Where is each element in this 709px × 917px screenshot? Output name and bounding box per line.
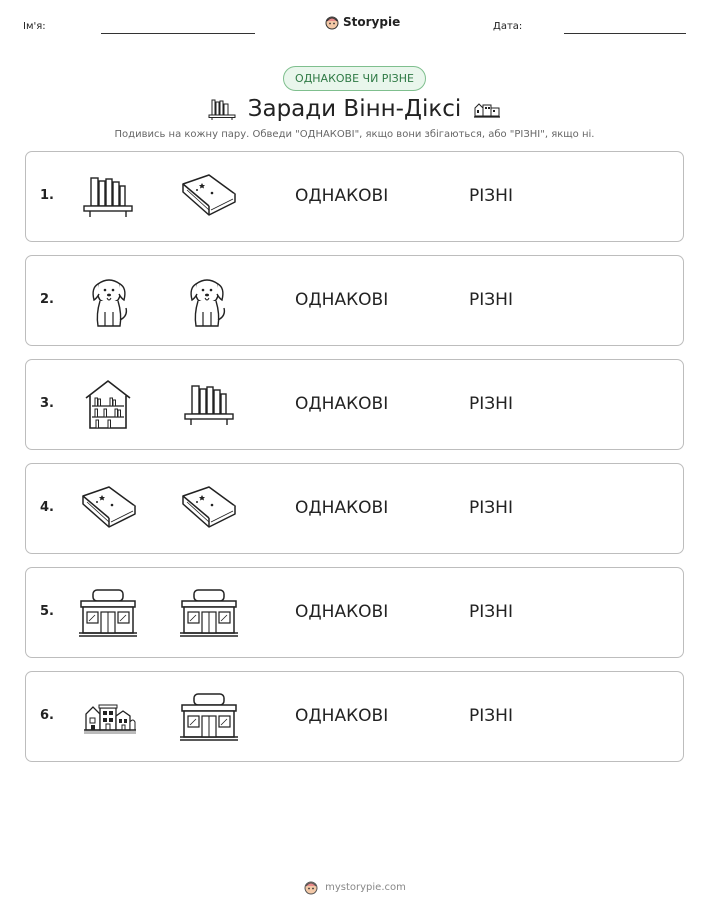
date-line[interactable] [564, 33, 686, 34]
option-different[interactable]: РІЗНІ [469, 290, 513, 310]
question-number: 5. [40, 604, 54, 619]
brand-logo [324, 14, 400, 30]
store-icon [180, 692, 238, 742]
option-same[interactable]: ОДНАКОВІ [295, 394, 389, 414]
option-different[interactable]: РІЗНІ [469, 186, 513, 206]
footer-url[interactable]: mystorypie.com [325, 881, 406, 893]
question-row-6 [25, 671, 684, 762]
town-icon [84, 700, 136, 736]
option-same[interactable]: ОДНАКОВІ [295, 498, 389, 518]
pie-mascot-icon [324, 14, 340, 30]
page-title: Заради Вінн-Діксі [247, 96, 462, 122]
question-number: 1. [40, 188, 54, 203]
question-number: 3. [40, 396, 54, 411]
dog-icon [88, 274, 130, 330]
question-row-1 [25, 151, 684, 242]
pie-mascot-icon [303, 879, 319, 895]
option-different[interactable]: РІЗНІ [469, 706, 513, 726]
question-row-5 [25, 567, 684, 658]
question-row-2 [25, 255, 684, 346]
question-number: 2. [40, 292, 54, 307]
option-different[interactable]: РІЗНІ [469, 602, 513, 622]
option-different[interactable]: РІЗНІ [469, 394, 513, 414]
option-different[interactable]: РІЗНІ [469, 498, 513, 518]
title-row [0, 93, 709, 125]
option-same[interactable]: ОДНАКОВІ [295, 186, 389, 206]
activity-badge: ОДНАКОВЕ ЧИ РІЗНЕ [283, 66, 426, 91]
bookshelf-icon [208, 97, 236, 121]
option-same[interactable]: ОДНАКОВІ [295, 290, 389, 310]
option-same[interactable]: ОДНАКОВІ [295, 602, 389, 622]
bookshelf-icon [83, 174, 133, 218]
book-icon [79, 484, 139, 530]
store-icon [180, 588, 238, 638]
bookshelf-icon [184, 382, 234, 426]
date-label: Дата: [493, 21, 523, 32]
name-line[interactable] [101, 33, 255, 34]
book-icon [179, 484, 239, 530]
question-number: 4. [40, 500, 54, 515]
name-label: Ім'я: [23, 21, 46, 32]
option-same[interactable]: ОДНАКОВІ [295, 706, 389, 726]
dog-icon [186, 274, 228, 330]
store-icon [79, 588, 137, 638]
town-icon [473, 99, 501, 119]
instructions: Подивись на кожну пару. Обведи "ОДНАКОВІ", якщо вони збігаються, або "РІЗНІ", якщо ні. [114, 129, 595, 140]
question-number: 6. [40, 708, 54, 723]
brand-name: Storypie [343, 15, 401, 29]
question-row-3 [25, 359, 684, 450]
footer [0, 879, 709, 895]
library-icon [84, 378, 132, 432]
question-row-4 [25, 463, 684, 554]
book-icon [179, 172, 239, 218]
